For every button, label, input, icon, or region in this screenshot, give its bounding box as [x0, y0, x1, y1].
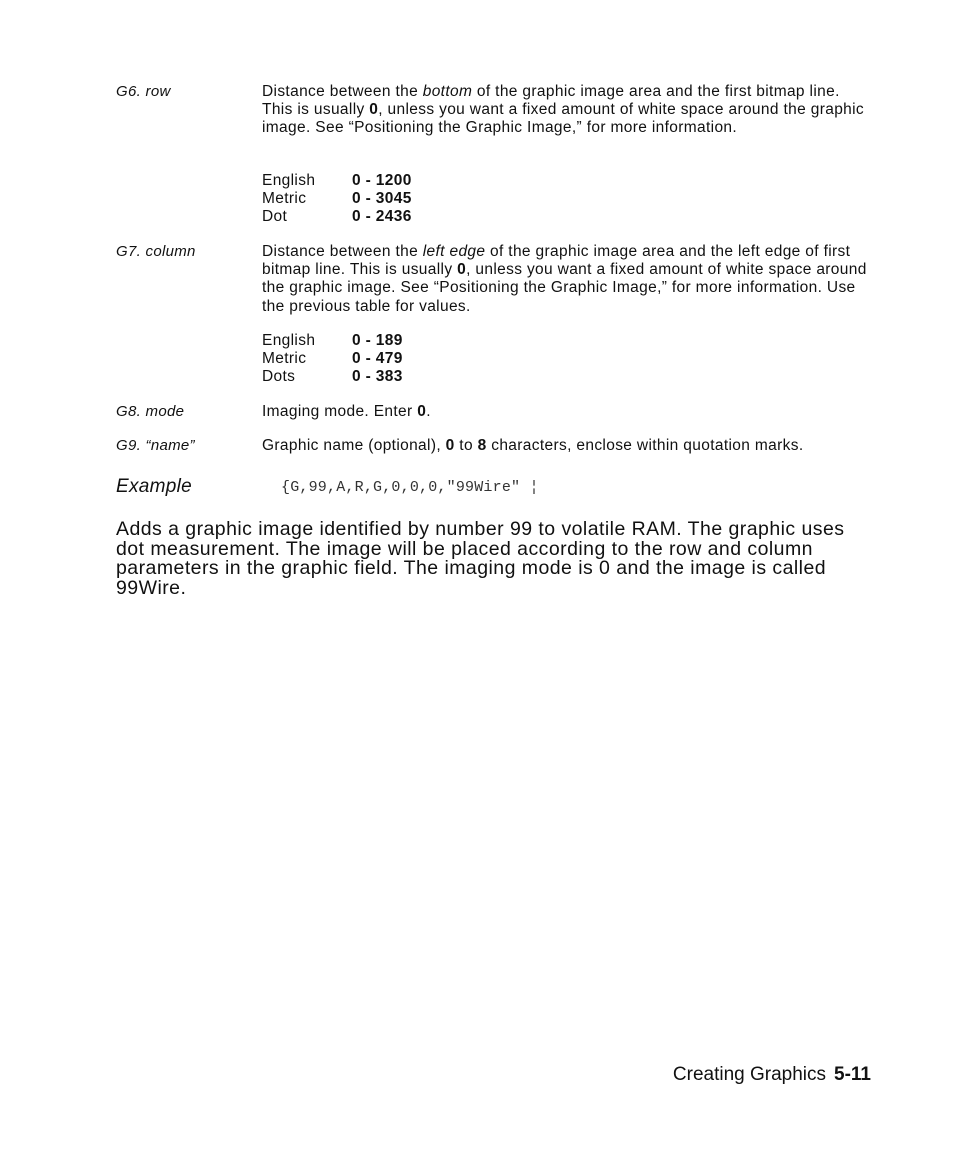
footer-page-number: 5-11	[834, 1064, 871, 1085]
range-row	[262, 368, 403, 386]
range-value: 0 - 2436	[352, 208, 412, 226]
footer-section-title: Creating Graphics	[672, 1064, 827, 1085]
desc-g7-column: Distance between the left edge of the graphic image area and the left edge of first bitmap line. This is usually 0, unless you want a fixed amount of white space around the graphic image. See “Positioning the Graphic Image,” for more information. Use the previous table for values.	[262, 243, 867, 315]
range-label: Metric	[262, 190, 307, 208]
desc-g6-row: Distance between the bottom of the graphic image area and the first bitmap line. This is usually 0, unless you want a fixed amount of white space around the graphic image. See “Positioning the Graphic Image,” for more information.	[262, 83, 865, 137]
term-g7-column: G7. column	[116, 243, 196, 260]
range-value: 0 - 189	[352, 332, 403, 349]
range-row	[262, 208, 412, 226]
example-summary: Adds a graphic image identified by number 99 to volatile RAM. The graphic uses dot measurement. The image will be placed according to the row and column parameters in the graphic field. The imaging mode is 0 and the image is called 99Wire.	[116, 518, 845, 599]
range-row	[262, 190, 412, 208]
range-label: Dots	[262, 368, 296, 386]
range-value: 0 - 479	[352, 350, 403, 368]
example-code: {G,99,A,R,G,0,0,0,"99Wire" ¦	[281, 479, 539, 496]
range-row	[262, 332, 403, 350]
range-row	[262, 172, 412, 190]
desc-g9-name: Graphic name (optional), 0 to 8 characters, enclose within quotation marks.	[262, 437, 804, 454]
term-g8-mode: G8. mode	[116, 403, 185, 420]
range-label: Dot	[262, 208, 288, 226]
range-table-g6	[262, 172, 412, 227]
term-g9-name: G9. “name”	[116, 437, 195, 454]
term-g6-row: G6. row	[116, 83, 171, 100]
range-label: English	[262, 332, 316, 349]
range-value: 0 - 1200	[352, 172, 412, 189]
range-label: Metric	[262, 350, 307, 368]
range-row	[262, 350, 403, 368]
example-label: Example	[116, 476, 193, 497]
range-value: 0 - 3045	[352, 190, 412, 208]
range-value: 0 - 383	[352, 368, 403, 386]
range-label: English	[262, 172, 316, 189]
page-footer	[673, 1064, 871, 1086]
desc-g8-mode: Imaging mode. Enter 0.	[262, 403, 431, 420]
range-table-g7	[262, 332, 403, 387]
